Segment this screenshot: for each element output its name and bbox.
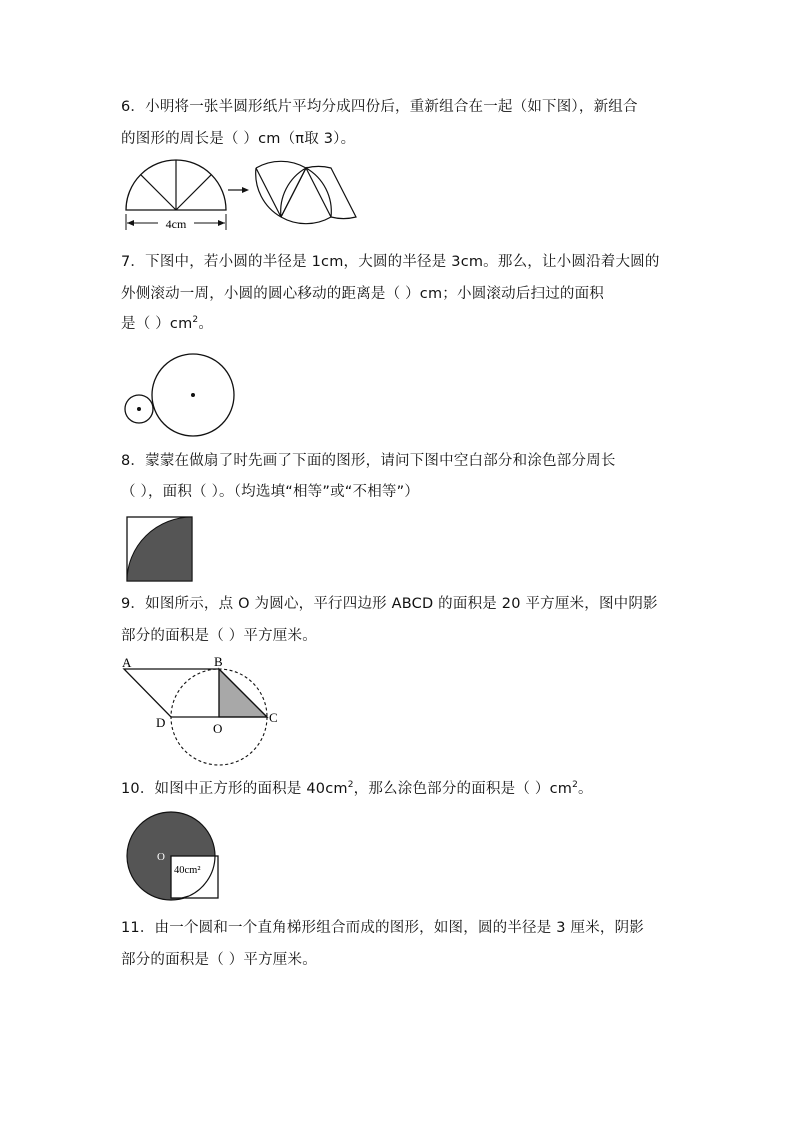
q6-figure — [118, 160, 358, 240]
q10-figure — [125, 812, 225, 902]
q7-text-line1: 7．下图中，若小圆的半径是 1cm，大圆的半径是 3cm。那么，让小圆沿着大圆的 — [121, 254, 660, 270]
q6-radius-line — [176, 175, 211, 210]
q6-text-line1: 6．小明将一张半圆形纸片平均分成四份后，重新组合在一起（如下图），新组合 — [121, 99, 638, 115]
q10-label-area: 40cm² — [174, 865, 201, 876]
q6-text-line2: 的图形的周长是（ ）cm（π取 3）。 — [121, 131, 356, 147]
q9-label-a: A — [122, 655, 132, 670]
q9-figure — [118, 654, 288, 766]
q6-sector — [256, 161, 306, 168]
q9-label-c: C — [269, 710, 278, 725]
q7-small-center — [137, 407, 141, 411]
q6-dim-arrow — [127, 220, 134, 226]
q9-label-o: O — [213, 721, 223, 736]
q9-text-line2: 部分的面积是（ ）平方厘米。 — [121, 628, 317, 644]
q6-dim-label: 4cm — [165, 217, 187, 231]
q10-text-end: 。 — [578, 781, 593, 797]
q8-text-line1: 8．蒙蒙在做扇了时先画了下面的图形，请问下图中空白部分和涂色部分周长 — [121, 453, 616, 469]
q7-superscript: 2 — [192, 315, 199, 325]
q10-text-part1: 10．如图中正方形的面积是 40cm — [121, 781, 348, 797]
q10-superscript: 2 — [347, 780, 354, 790]
q8-text-line2: （ ），面积（ ）。（均选填“相等”或“不相等”） — [121, 484, 420, 500]
q9-text-line1: 9．如图所示，点 O 为圆心，平行四边形 ABCD 的面积是 20 平方厘米，图中阴影 — [121, 596, 658, 612]
q7-text-line3 — [121, 314, 213, 334]
q10-superscript: 2 — [572, 780, 578, 790]
q6-arrow-icon — [242, 187, 249, 193]
q6-sector — [256, 168, 306, 217]
q9-label-b: B — [214, 654, 223, 669]
q7-large-center — [191, 393, 195, 397]
q7-text-line3-end: 。 — [198, 316, 214, 332]
q8-figure — [126, 516, 196, 582]
q6-sector — [281, 168, 331, 217]
q10-text-line1 — [121, 779, 593, 799]
q7-text-line3-main: 是（ ）cm — [121, 316, 193, 332]
q10-label-o: O — [157, 851, 165, 863]
q6-sector — [281, 217, 331, 224]
q10-text-part2: ，那么涂色部分的面积是（ ）cm — [353, 781, 573, 797]
q11-text-line2: 部分的面积是（ ）平方厘米。 — [121, 952, 317, 968]
q11-text-line1: 11．由一个圆和一个直角梯形组合而成的图形，如图，圆的半径是 3 厘米，阴影 — [121, 920, 644, 936]
q6-dim-arrow — [218, 220, 225, 226]
q7-figure — [122, 352, 242, 442]
q9-label-d: D — [156, 715, 166, 730]
q7-text-line2: 外侧滚动一周，小圆的圆心移动的距离是（ ）cm；小圆滚动后扫过的面积 — [121, 286, 605, 302]
q10-square — [171, 856, 218, 898]
q6-radius-line — [141, 175, 176, 210]
